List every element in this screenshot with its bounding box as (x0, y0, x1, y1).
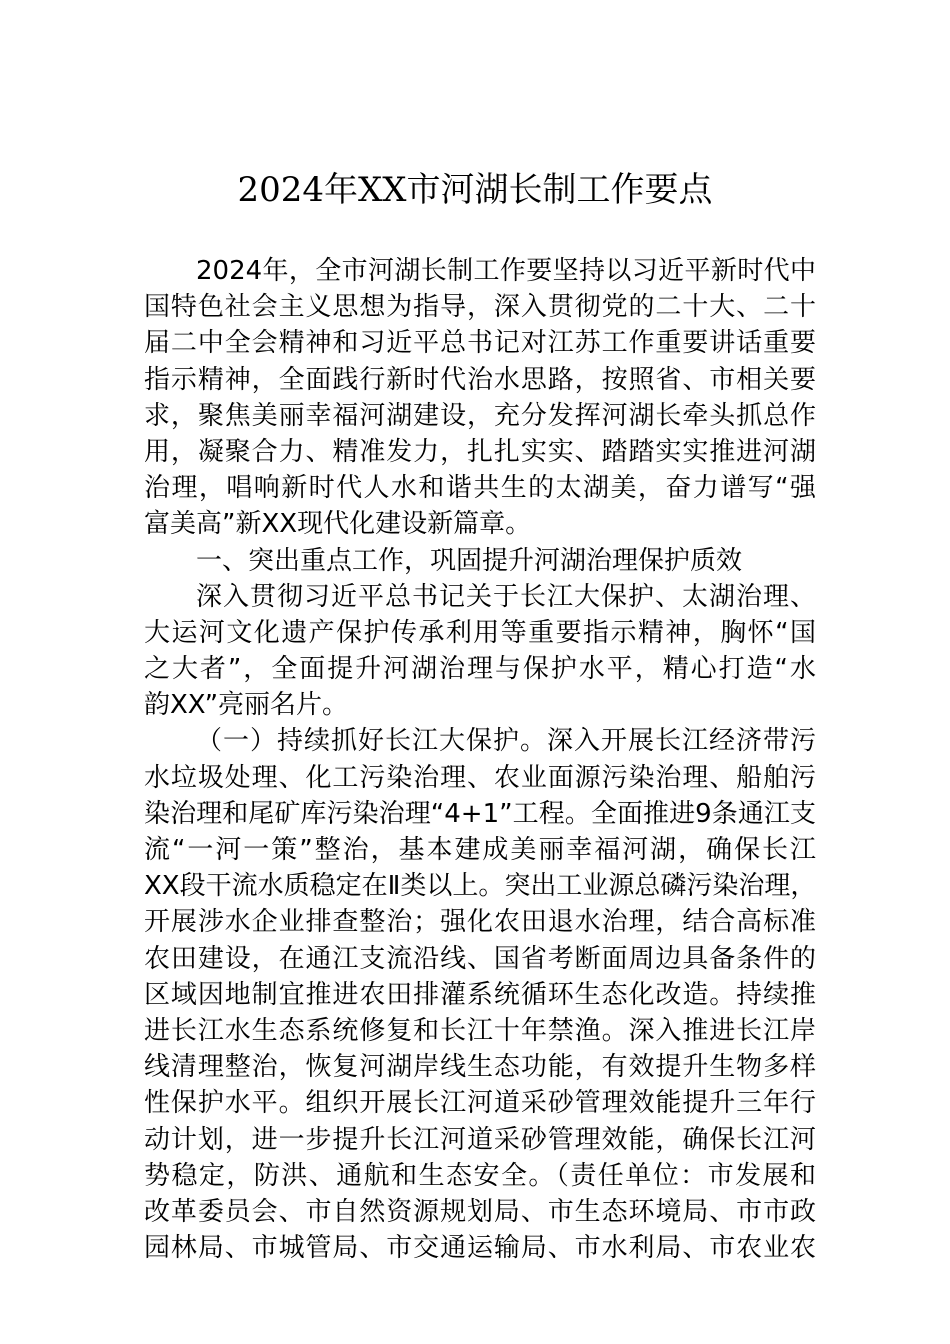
item-line: 性保护水平。组织开展长江河道采砂管理效能提升三年行 (144, 1088, 816, 1119)
item-line: 水垃圾处理、化工污染治理、农业面源污染治理、船舶污 (144, 762, 816, 793)
item-line: 动计划，进一步提升长江河道采砂管理效能，确保长江河 (144, 1124, 816, 1155)
intro-line: 指示精神，全面践行新时代治水思路，按照省、市相关要 (144, 364, 816, 395)
section-line: 之大者”，全面提升河湖治理与保护水平，精心打造“水 (144, 654, 816, 685)
item-line: 流“一河一策”整治，基本建成美丽幸福河湖，确保长江 (144, 835, 816, 865)
item-line: 园林局、市城管局、市交通运输局、市水利局、市农业农 (144, 1233, 816, 1264)
document-body (144, 253, 816, 1266)
item-line: 开展涉水企业排查整治；强化农田退水治理，结合高标准 (144, 907, 816, 938)
item-line: XX段干流水质稳定在Ⅱ类以上。突出工业源总磷污染治理， (144, 871, 817, 902)
intro-line: 届二中全会精神和习近平总书记对江苏工作重要讲话重要 (144, 328, 816, 359)
intro-line: 用，凝聚合力、精准发力，扎扎实实、踏踏实实推进河湖 (144, 436, 816, 467)
intro-line: 2024年，全市河湖长制工作要坚持以习近平新时代中 (196, 256, 816, 286)
section-line: 深入贯彻习近平总书记关于长江大保护、太湖治理、 (196, 581, 816, 612)
item-line: 线清理整治，恢复河湖岸线生态功能，有效提升生物多样 (144, 1052, 816, 1083)
item-line: 农田建设，在通江支流沿线、国省考断面周边具备条件的 (144, 943, 816, 974)
section-heading: 一、突出重点工作，巩固提升河湖治理保护质效 (196, 545, 743, 576)
document-title: 2024年XX市河湖长制工作要点 (237, 170, 713, 210)
intro-line: 国特色社会主义思想为指导，深入贯彻党的二十大、二十 (144, 292, 816, 323)
item-line: （一）持续抓好长江大保护。深入开展长江经济带污 (196, 726, 816, 757)
item-line: 染治理和尾矿库污染治理“4+1”工程。全面推进9条通江支 (144, 798, 816, 829)
intro-line: 治理，唱响新时代人水和谐共生的太湖美，奋力谱写“强 (144, 473, 816, 504)
intro-line: 求，聚焦美丽幸福河湖建设，充分发挥河湖长牵头抓总作 (144, 400, 816, 431)
item-line: 势稳定，防洪、通航和生态安全。（责任单位：市发展和 (144, 1160, 816, 1191)
item-line: 改革委员会、市自然资源规划局、市生态环境局、市市政 (144, 1196, 816, 1227)
section-line: 大运河文化遗产保护传承利用等重要指示精神，胸怀“国 (144, 617, 816, 648)
item-line: 进长江水生态系统修复和长江十年禁渔。深入推进长江岸 (144, 1015, 816, 1046)
intro-line: 富美高”新XX现代化建设新篇章。 (144, 509, 532, 540)
section-line: 韵XX”亮丽名片。 (144, 690, 349, 721)
item-line: 区域因地制宜推进农田排灌系统循环生态化改造。持续推 (144, 979, 816, 1010)
